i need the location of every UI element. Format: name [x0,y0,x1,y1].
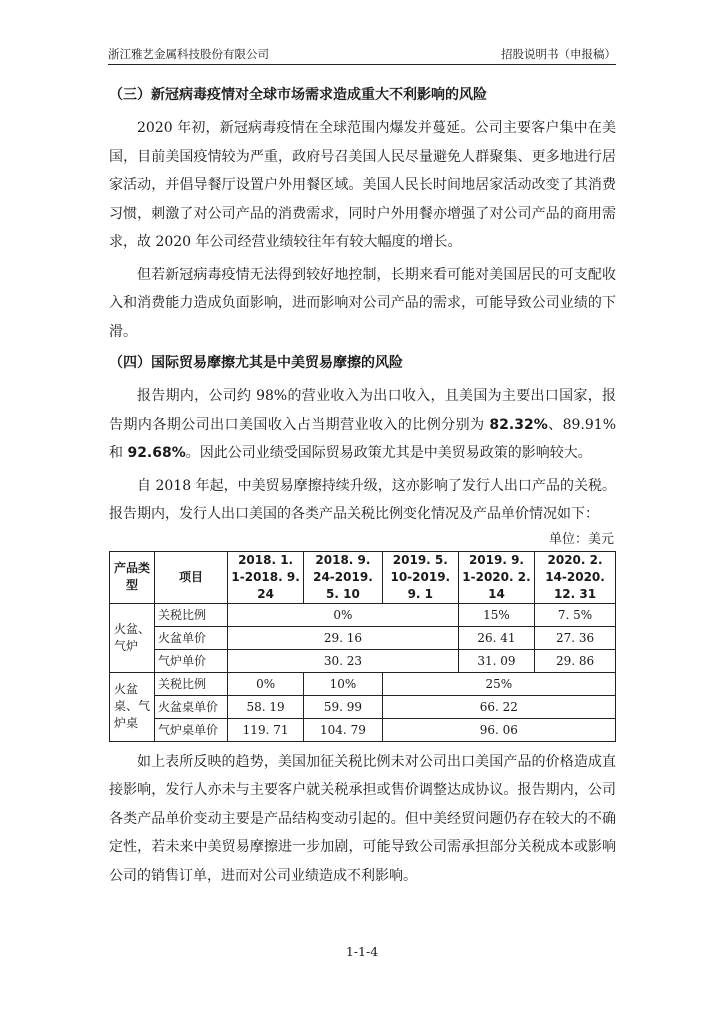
cell: 25% [382,672,615,695]
section-4-heading: （四）国际贸易摩擦尤其是中美贸易摩擦的风险 [109,355,403,371]
cell: 31. 09 [458,649,534,672]
item-label: 气炉桌单价 [155,718,228,741]
table-row [110,672,616,695]
header-company: 浙江雅艺金属科技股份有限公司 [108,47,269,61]
section-3-paragraph-2: 但若新冠病毒疫情无法得到较好地控制，长期来看可能对美国居民的可支配收入和消费能力造成负面影响，进而影响对公司产品的需求，可能导致公司业绩的下滑。 [109,266,616,340]
cell: 7. 5% [535,603,616,626]
th-item: 项目 [155,551,228,603]
table-row [110,626,616,649]
page-number: 1-1-4 [345,944,379,959]
category-firepit-gasstove: 火盆、气炉 [110,603,155,672]
s4p1-text-c: 。因此公司业绩受国际贸易政策尤其是中美贸易政策的影响较大。 [185,445,592,461]
cell: 58. 19 [228,695,304,718]
th-period-3: 2019. 5. 10-2019. 9. 1 [382,551,458,603]
ratio-2020: 92.68% [127,445,186,461]
th-period-1: 2018. 1. 1-2018. 9. 24 [228,551,304,603]
cell: 29. 86 [535,649,616,672]
cell: 10% [304,672,383,695]
header-rule [108,64,616,65]
cell: 0% [228,603,459,626]
table-row [110,649,616,672]
s4p1-text-b: 、89.91%和 [109,416,617,461]
category-firepit-table-gasstove-table: 火盆桌、气炉桌 [110,672,155,741]
page-content [109,80,616,892]
page-header [108,44,616,62]
s4p1-text-a: 报告期内，公司约 98%的营业收入为出口收入，且美国为主要出口国家，报告期内各期公司出口美国收入占当期营业收入的比例分别为 [109,388,616,433]
item-label: 关税比例 [155,603,228,626]
cell: 26. 41 [458,626,534,649]
cell: 29. 16 [228,626,459,649]
cell: 0% [228,672,304,695]
cell: 66. 22 [382,695,615,718]
cell: 59. 99 [304,695,383,718]
item-label: 气炉单价 [155,649,228,672]
cell: 30. 23 [228,649,459,672]
cell: 104. 79 [304,718,383,741]
th-period-4: 2019. 9. 1-2020. 2. 14 [458,551,534,603]
table-row [110,718,616,741]
table-row [110,695,616,718]
cell: 96. 06 [382,718,615,741]
section-3-heading: （三）新冠病毒疫情对全球市场需求造成重大不利影响的风险 [109,87,487,103]
th-period-5: 2020. 2. 14-2020. 12. 31 [535,551,616,603]
cell: 27. 36 [535,626,616,649]
ratio-2018: 82.32% [489,416,548,433]
item-label: 火盆桌单价 [155,695,228,718]
th-category: 产品类型 [110,551,155,603]
header-doc-title: 招股说明书（申报稿） [501,47,616,61]
section-3-paragraph-1: 2020 年初，新冠病毒疫情在全球范围内爆发并蔓延。公司主要客户集中在美国，目前美国疫情较为严重，政府号召美国人民尽量避免人群聚集、更多地进行居家活动，并倡导餐厅设置户外用餐区域。美国人民长时间地居家活动改变了其消费习惯，刺激了对公司产品的消费需求，同时户外用餐亦增强了对公司产品的商用需求，故 2020 年公司经营业绩较往年有较大幅度的增长。 [109,120,616,250]
table-unit: 单位：美元 [548,531,614,547]
section-4-paragraph-3: 如上表所反映的趋势，美国加征关税比例未对公司出口美国产品的价格造成直接影响，发行人亦未与主要客户就关税承担或售价调整达成协议。报告期内，公司各类产品单价变动主要是产品结构变动引起的。但中美经贸问题仍存在较大的不确定性，若未来中美贸易摩擦进一步加剧，可能导致公司需承担部分关税成本或影响公司的销售订单，进而对公司业绩造成不利影响。 [109,753,616,884]
section-4-paragraph-1 [109,382,616,468]
cell: 15% [458,603,534,626]
item-label: 火盆单价 [155,626,228,649]
table-row [110,603,616,626]
item-label: 关税比例 [155,672,228,695]
th-period-2: 2018. 9. 24-2019. 5. 10 [304,551,383,603]
cell: 119. 71 [228,718,304,741]
tariff-table [109,551,616,742]
section-4-paragraph-2: 自 2018 年起，中美贸易摩擦持续升级，这亦影响了发行人出口产品的关税。报告期内，发行人出口美国的各类产品关税比例变化情况及产品单价情况如下： [109,477,616,522]
table-header-row [110,551,616,603]
